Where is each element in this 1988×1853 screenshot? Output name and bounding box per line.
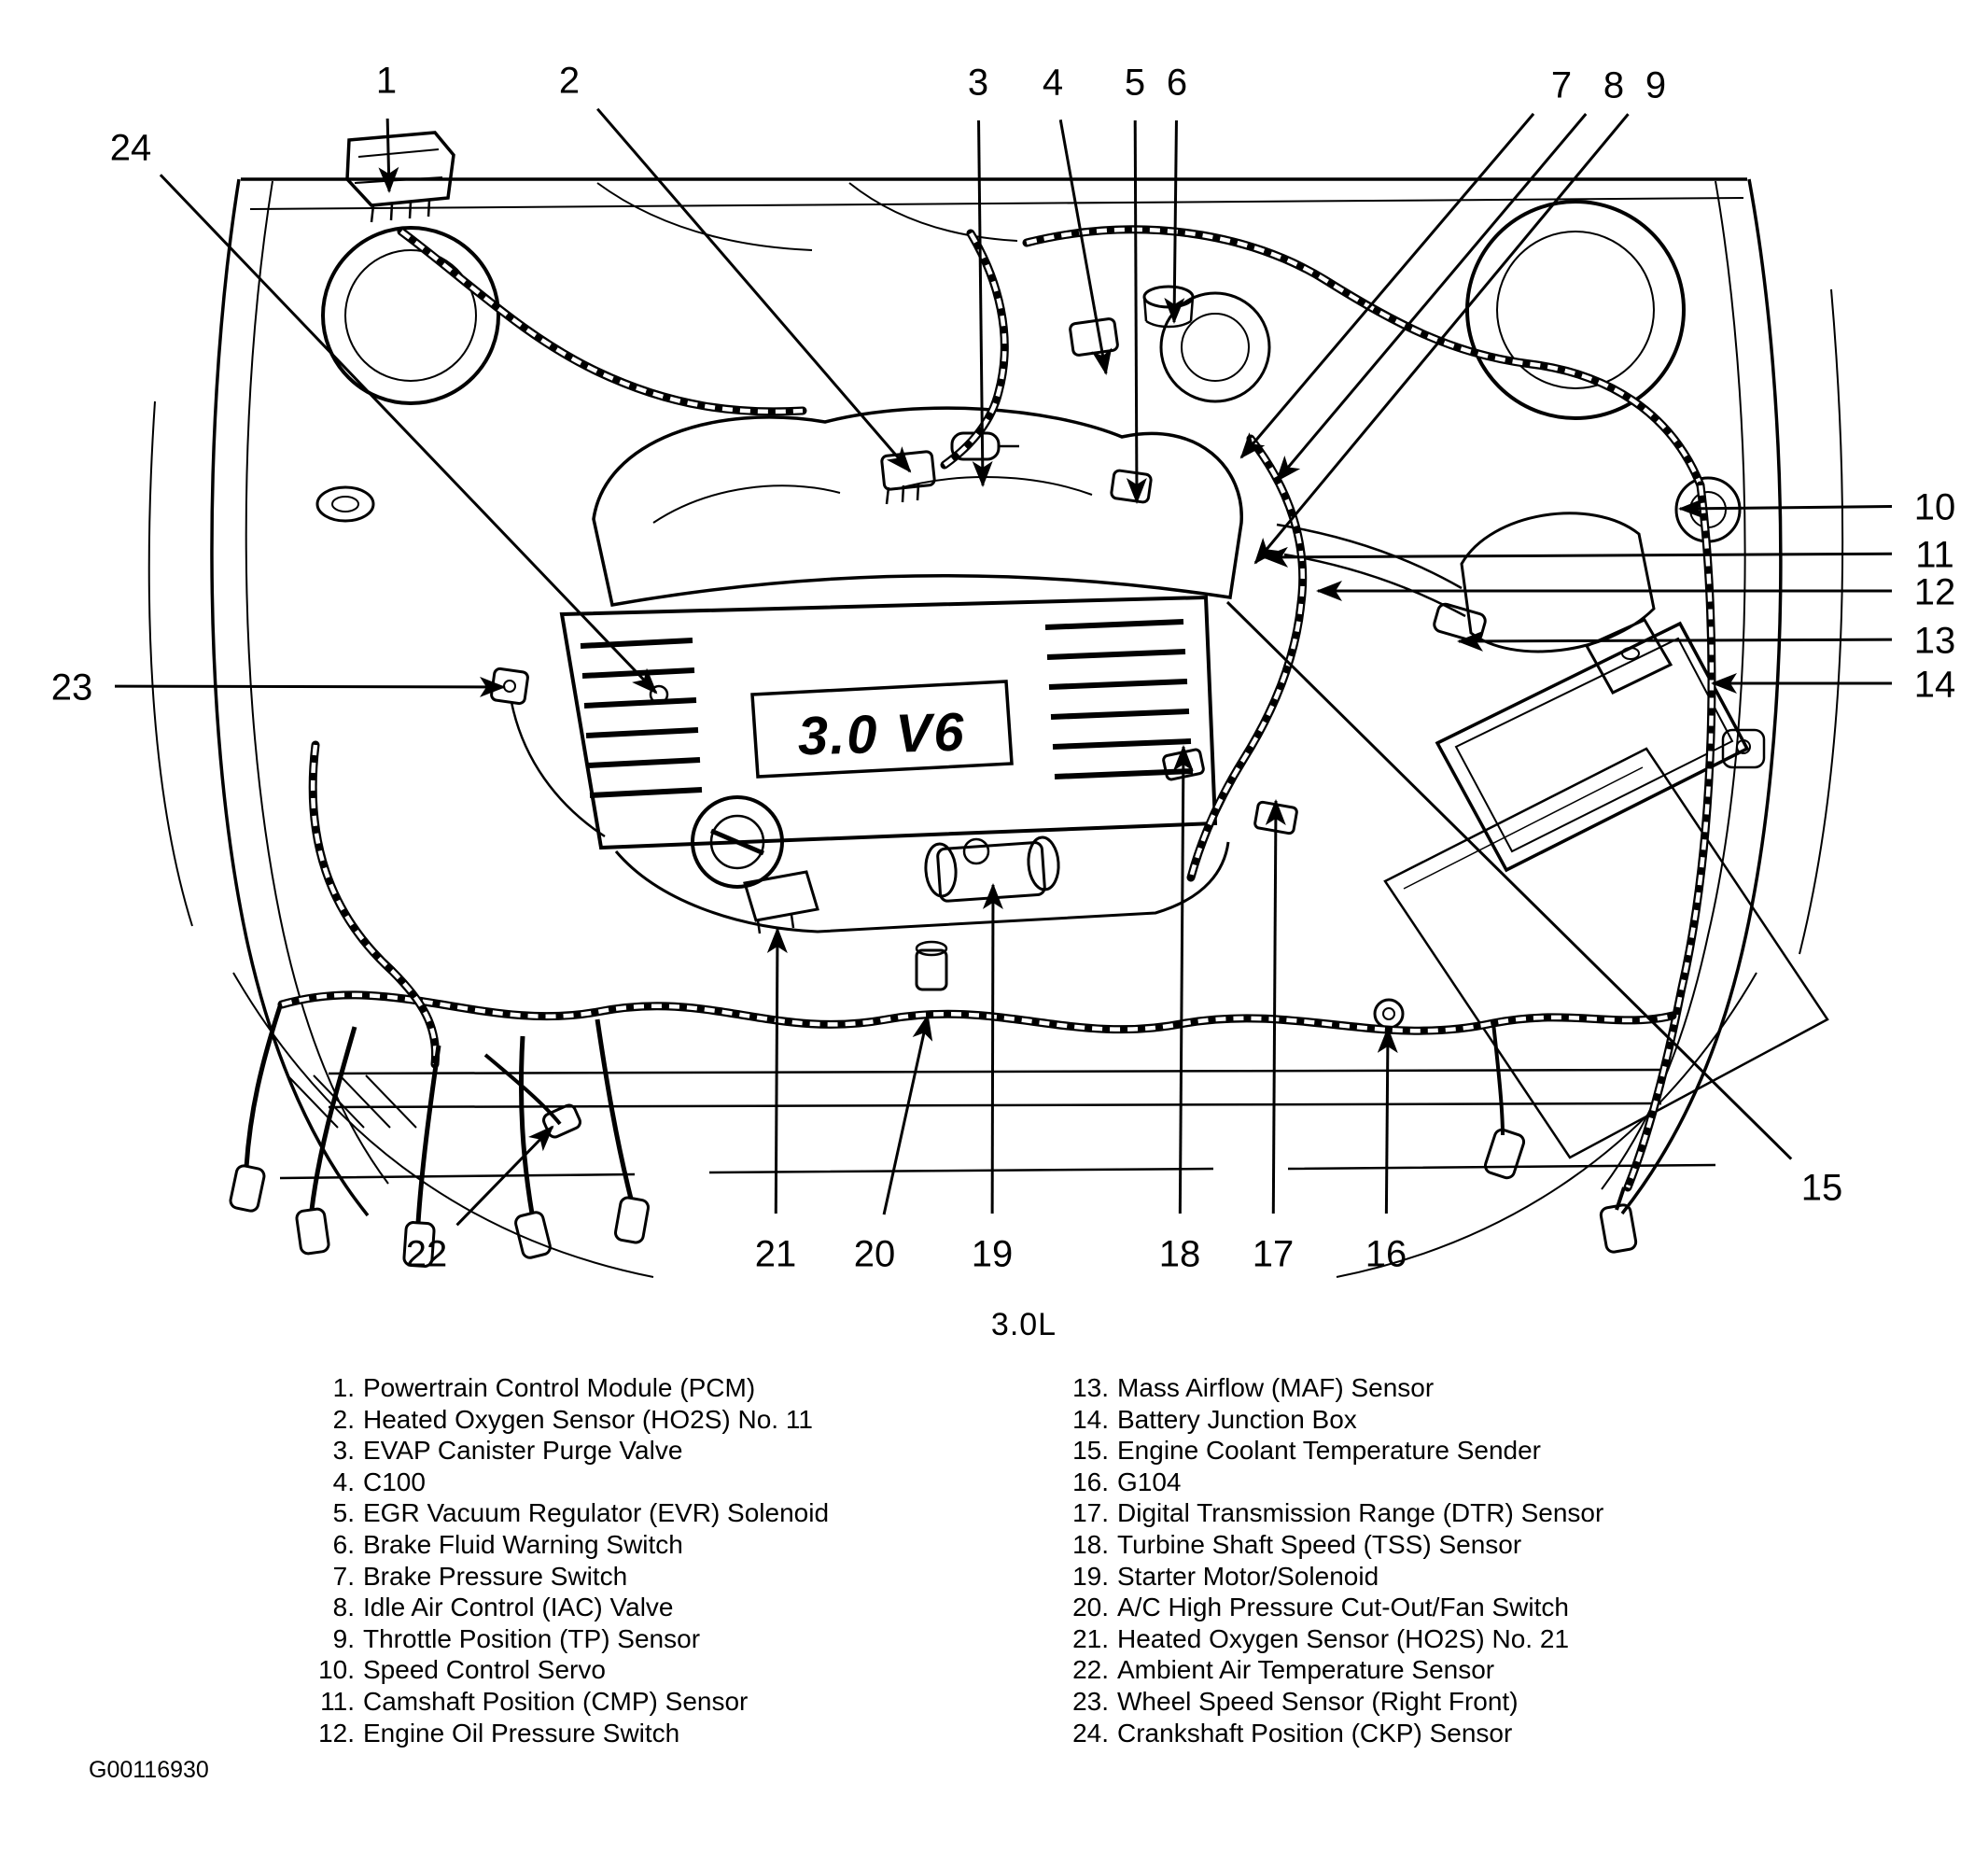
legend-item-number: 1. xyxy=(332,1373,355,1402)
left-strut-tower xyxy=(323,228,498,403)
callout-number-2: 2 xyxy=(558,60,581,102)
legend-item xyxy=(287,1686,978,1718)
legend-item-label: Battery Junction Box xyxy=(1117,1404,1357,1434)
ac-pressure-switch-cap xyxy=(917,942,946,955)
callout-number-20: 20 xyxy=(853,1233,896,1275)
legend-item xyxy=(287,1561,978,1593)
brake-booster xyxy=(1161,293,1269,401)
callout-number-9: 9 xyxy=(1645,64,1667,106)
legend-item xyxy=(1042,1592,1882,1623)
legend-item-label: Starter Motor/Solenoid xyxy=(1117,1561,1379,1591)
callout-leader-19 xyxy=(992,885,993,1214)
callout-number-17: 17 xyxy=(1252,1233,1295,1275)
callout-number-21: 21 xyxy=(754,1233,797,1275)
callout-leader-17 xyxy=(1273,801,1276,1214)
legend-item-number: 15. xyxy=(1072,1436,1109,1466)
battery-junction-box xyxy=(1437,624,1747,870)
callout-number-4: 4 xyxy=(1042,62,1064,104)
legend-item-label: Speed Control Servo xyxy=(363,1655,606,1685)
callout-number-7: 7 xyxy=(1550,64,1573,106)
legend-item-label: Brake Fluid Warning Switch xyxy=(363,1529,683,1559)
valve-cover-ribs-left xyxy=(581,640,702,795)
callout-number-6: 6 xyxy=(1166,62,1188,104)
legend-item xyxy=(1042,1654,1882,1686)
legend-item-number: 16. xyxy=(1072,1467,1109,1496)
callout-leader-21 xyxy=(776,929,777,1214)
callout-number-8: 8 xyxy=(1603,64,1625,106)
legend-item-label: Digital Transmission Range (DTR) Sensor xyxy=(1117,1498,1604,1528)
legend-item xyxy=(1042,1497,1882,1529)
engine-bay-line-art xyxy=(149,133,1842,1277)
legend-item-number: 6. xyxy=(332,1529,355,1559)
callout-leader-4 xyxy=(1060,119,1106,373)
legend-item-label: Crankshaft Position (CKP) Sensor xyxy=(1117,1718,1513,1748)
legend-item xyxy=(287,1592,978,1623)
battery-tray xyxy=(1385,749,1827,1158)
callout-leader-20 xyxy=(884,1016,928,1214)
callout-number-3: 3 xyxy=(967,62,989,104)
legend-item xyxy=(1042,1467,1882,1498)
legend-item-label: G104 xyxy=(1117,1467,1182,1496)
plenum-runners xyxy=(653,477,1092,523)
legend-item-label: Engine Coolant Temperature Sender xyxy=(1117,1436,1542,1466)
left-fender-inner xyxy=(246,181,388,1184)
callout-number-24: 24 xyxy=(109,127,152,169)
callout-number-14: 14 xyxy=(1913,664,1956,706)
g104-ground-eyelet-inner xyxy=(1383,1008,1394,1019)
callout-leader-6 xyxy=(1174,120,1176,322)
engine-block-lower xyxy=(616,842,1228,932)
legend-item-label: Engine Oil Pressure Switch xyxy=(363,1718,680,1748)
callout-number-11: 11 xyxy=(1915,534,1954,576)
fender-grommet-inner xyxy=(332,497,358,512)
legend-item xyxy=(287,1435,978,1467)
callout-number-13: 13 xyxy=(1913,620,1956,662)
legend-item-number: 19. xyxy=(1072,1561,1109,1591)
legend-item xyxy=(287,1654,978,1686)
radiator-support xyxy=(329,1103,1661,1107)
diagram-caption: 3.0L xyxy=(990,1307,1057,1342)
legend-item-number: 9. xyxy=(332,1623,355,1653)
wheel-speed-sensor-bolt xyxy=(504,681,515,692)
legend-item-label: Brake Pressure Switch xyxy=(363,1561,628,1591)
legend-item-number: 12. xyxy=(318,1718,355,1748)
legend-column-left xyxy=(287,1372,978,1748)
legend-item-number: 13. xyxy=(1072,1373,1109,1402)
callout-leader-10 xyxy=(1680,506,1892,509)
fender-grommet xyxy=(317,487,373,521)
legend-item-label: Idle Air Control (IAC) Valve xyxy=(363,1593,674,1622)
legend-item xyxy=(287,1623,978,1655)
wiper-arc xyxy=(849,183,1017,241)
legend-item-number: 21. xyxy=(1072,1623,1109,1653)
callout-number-15: 15 xyxy=(1800,1167,1843,1209)
legend-item-label: A/C High Pressure Cut-Out/Fan Switch xyxy=(1117,1593,1569,1622)
legend-column-right xyxy=(1042,1372,1882,1748)
callout-number-18: 18 xyxy=(1158,1233,1201,1275)
legend-item xyxy=(1042,1372,1882,1404)
ac-pressure-switch xyxy=(917,950,946,990)
callout-leader-13 xyxy=(1459,639,1892,641)
battery-tray-edge xyxy=(1404,767,1643,889)
callout-leader-24 xyxy=(161,175,656,693)
bumper-curve-left xyxy=(233,973,653,1277)
legend-item xyxy=(1042,1435,1882,1467)
battery-junction-box-inner xyxy=(1456,639,1732,851)
legend-item xyxy=(1042,1623,1882,1655)
callout-leader-11 xyxy=(1264,554,1892,557)
legend-item-number: 10. xyxy=(318,1655,355,1685)
legend-item-label: C100 xyxy=(363,1467,426,1496)
legend-item xyxy=(287,1467,978,1498)
radiator-support xyxy=(329,1070,1661,1074)
callout-number-10: 10 xyxy=(1913,486,1956,528)
pcm-module xyxy=(347,133,454,205)
callout-leader-5 xyxy=(1135,120,1137,502)
legend-item xyxy=(287,1497,978,1529)
starter-terminal-ring xyxy=(964,839,988,863)
legend-item-number: 18. xyxy=(1072,1529,1109,1559)
legend-item-number: 5. xyxy=(332,1498,355,1528)
legend-item-label: Mass Airflow (MAF) Sensor xyxy=(1117,1373,1435,1402)
callout-leader-18 xyxy=(1180,747,1183,1214)
left-body-edge xyxy=(149,401,192,926)
g104-ground-eyelet xyxy=(1375,1000,1403,1028)
legend-item-label: EVAP Canister Purge Valve xyxy=(363,1436,683,1466)
legend-item xyxy=(287,1372,978,1404)
callout-number-19: 19 xyxy=(971,1233,1014,1275)
callout-number-22: 22 xyxy=(405,1233,448,1275)
legend-item-number: 20. xyxy=(1072,1593,1109,1622)
figure-code: G00116930 xyxy=(89,1757,209,1783)
legend-item-number: 14. xyxy=(1072,1404,1109,1434)
legend-item-number: 24. xyxy=(1072,1718,1109,1748)
right-body-edge xyxy=(1799,289,1842,954)
legend-item xyxy=(1042,1561,1882,1593)
wiper-arc xyxy=(597,183,812,250)
callout-leader-8 xyxy=(1277,114,1586,481)
relay-box xyxy=(1587,620,1671,693)
legend-item-number: 11. xyxy=(320,1686,355,1716)
harness-branches-right xyxy=(1493,1023,1624,1210)
legend-item xyxy=(1042,1686,1882,1718)
air-cleaner-box xyxy=(1462,513,1654,652)
legend-item-label: Ambient Air Temperature Sensor xyxy=(1117,1655,1495,1685)
callout-leader-15 xyxy=(1227,602,1791,1159)
legend-item xyxy=(1042,1718,1882,1749)
callout-leader-1 xyxy=(387,119,389,191)
legend-item-number: 8. xyxy=(332,1593,355,1622)
legend-item-number: 23. xyxy=(1072,1686,1109,1716)
legend-item-number: 22. xyxy=(1072,1655,1109,1685)
brake-fluid-reservoir-cap xyxy=(1144,287,1193,307)
legend-item-number: 17. xyxy=(1072,1498,1109,1528)
evr-solenoid xyxy=(1111,470,1152,502)
legend-item xyxy=(1042,1529,1882,1561)
callout-number-5: 5 xyxy=(1124,62,1146,104)
legend-item-label: EGR Vacuum Regulator (EVR) Solenoid xyxy=(363,1498,830,1528)
legend-item-label: Turbine Shaft Speed (TSS) Sensor xyxy=(1117,1529,1522,1559)
legend-item-label: Heated Oxygen Sensor (HO2S) No. 21 xyxy=(1117,1623,1570,1653)
engine-displacement-label: 3.0 V6 xyxy=(796,701,967,767)
callout-leader-16 xyxy=(1386,1029,1388,1214)
callout-number-16: 16 xyxy=(1365,1233,1407,1275)
legend-item xyxy=(1042,1404,1882,1436)
right-strut-tower xyxy=(1467,202,1684,418)
legend-item-number: 3. xyxy=(332,1436,355,1466)
legend-item xyxy=(287,1404,978,1436)
legend-item-label: Heated Oxygen Sensor (HO2S) No. 11 xyxy=(363,1404,813,1434)
wheel-speed-sensor-wire xyxy=(511,702,605,836)
c100-connector xyxy=(1070,318,1118,356)
legend-item xyxy=(287,1529,978,1561)
callout-number-23: 23 xyxy=(50,667,93,709)
legend-item-label: Camshaft Position (CMP) Sensor xyxy=(363,1686,749,1716)
callout-number-12: 12 xyxy=(1913,571,1956,613)
legend-item-label: Powertrain Control Module (PCM) xyxy=(363,1373,756,1402)
cowl-line-inner xyxy=(250,198,1743,209)
callout-number-1: 1 xyxy=(375,60,398,102)
callout-leader-9 xyxy=(1255,114,1628,563)
legend-item-number: 4. xyxy=(332,1467,355,1496)
intake-plenum xyxy=(594,408,1241,605)
brake-booster-inner xyxy=(1182,314,1249,381)
legend-item xyxy=(287,1718,978,1749)
legend-item-number: 2. xyxy=(332,1404,355,1434)
callout-leader-23 xyxy=(115,686,504,687)
legend-item-label: Throttle Position (TP) Sensor xyxy=(363,1623,701,1653)
ho2s-connector xyxy=(745,872,818,920)
legend-item-label: Wheel Speed Sensor (Right Front) xyxy=(1117,1686,1519,1716)
legend-item-number: 7. xyxy=(332,1561,355,1591)
